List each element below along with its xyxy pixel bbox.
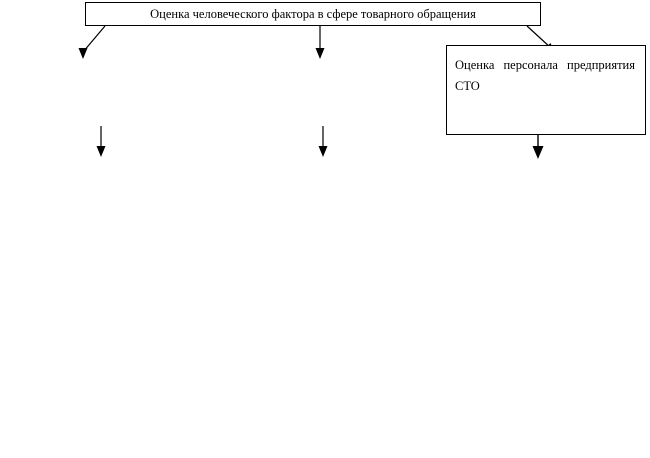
branch-node-3-label: Оценка персонала предприятия СТО: [455, 58, 635, 93]
connector-branch-3-down-svg: [0, 135, 650, 165]
root-node: [85, 2, 541, 26]
connector-branch-3-down: [0, 135, 650, 165]
branch-node-3: [446, 45, 646, 135]
root-node-label: Оценка человеческого фактора в сфере товарного обращения: [150, 7, 476, 21]
